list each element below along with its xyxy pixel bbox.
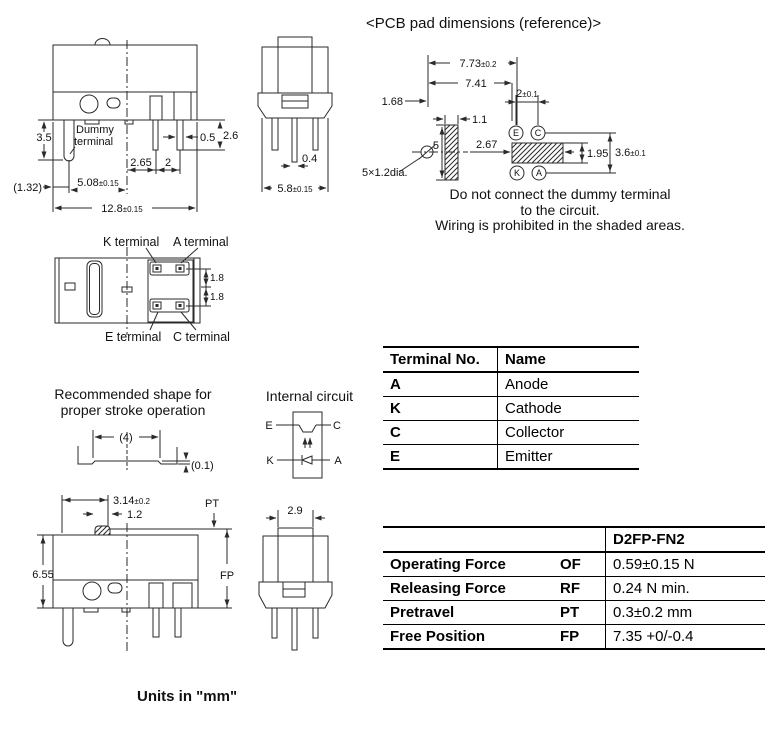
dim-terminal-pitch-1: 1.8 bbox=[210, 273, 224, 284]
spec-label: Pretravel bbox=[383, 601, 553, 625]
stroke-shape-title-line-1: Recommended shape for bbox=[54, 386, 212, 402]
c-terminal-label: C terminal bbox=[173, 330, 230, 344]
pad-letter-C: C bbox=[534, 128, 542, 138]
terminal-table bbox=[383, 346, 639, 470]
dim-center-pin-width: 0.4 bbox=[302, 153, 318, 165]
table-row bbox=[383, 372, 639, 397]
dummy-terminal-label-2: terminal bbox=[74, 136, 114, 148]
plunger bbox=[278, 37, 312, 47]
side-view-outline bbox=[53, 39, 197, 195]
phototransistor-symbol bbox=[299, 425, 316, 432]
dummy-terminal-pad-shaded bbox=[445, 125, 458, 180]
dim-stroke-step: (0.1) bbox=[191, 460, 214, 472]
spec-label: Releasing Force bbox=[383, 577, 553, 601]
dummy-terminal-label-1: Dummy bbox=[76, 124, 114, 136]
terminal-table-header-row bbox=[383, 347, 639, 372]
dim-body-height: 6.55 bbox=[32, 569, 54, 581]
front-view-outline bbox=[258, 37, 332, 162]
table-row bbox=[383, 445, 639, 470]
dim-pcb-hole-pitch: 2±0.1 bbox=[516, 88, 538, 100]
stroke-shape-dimension-lines bbox=[93, 430, 190, 472]
dim-stroke-width: (4) bbox=[119, 432, 133, 444]
terminal-no: A bbox=[383, 372, 498, 397]
body-hole bbox=[83, 582, 101, 600]
dim-pcb-slot-height: 5 bbox=[432, 140, 439, 152]
spec-abbr: OF bbox=[553, 552, 606, 577]
dim-dummy-length: 3.5 bbox=[36, 132, 52, 144]
dim-pin-length: 2.6 bbox=[223, 130, 239, 142]
dim-plunger-width: 1.2 bbox=[127, 509, 143, 521]
terminal-no: E bbox=[383, 445, 498, 470]
dim-pcb-pad-offset: 2.67 bbox=[476, 139, 498, 151]
top-peg bbox=[95, 39, 110, 46]
dim-plunger-offset: 3.14±0.2 bbox=[113, 495, 150, 507]
free-position-label: FP bbox=[219, 570, 235, 582]
circuit-label-c: C bbox=[333, 420, 341, 432]
dim-body-half: 5.08±0.15 bbox=[77, 177, 119, 189]
internal-circuit-outline bbox=[276, 412, 331, 478]
table-row bbox=[383, 421, 639, 445]
terminal-name: Collector bbox=[498, 421, 640, 445]
plunger-dome bbox=[95, 526, 110, 535]
pcb-note-line-2: to the circuit. bbox=[520, 201, 600, 218]
plunger bbox=[278, 528, 313, 536]
spec-value: 0.59±0.15 N bbox=[606, 552, 766, 577]
dummy-terminal-leg bbox=[64, 120, 74, 161]
terminal-no: K bbox=[383, 397, 498, 421]
dim-body-width: 12.8±0.15 bbox=[101, 203, 143, 215]
circuit-label-a: A bbox=[334, 455, 342, 467]
pad-letter-E: E bbox=[512, 128, 520, 138]
pad-letter-A: A bbox=[535, 168, 543, 178]
pcb-note-line-3: Wiring is prohibited in the shaded areas. bbox=[435, 217, 685, 233]
pcb-section-title: <PCB pad dimensions (reference)> bbox=[366, 15, 602, 32]
dim-pcb-inner-width: 7.41 bbox=[465, 78, 487, 90]
dim-pcb-row-pitch: 3.6±0.1 bbox=[615, 147, 646, 159]
stroke-view-outline bbox=[53, 523, 235, 651]
spec-label: Free Position bbox=[383, 625, 553, 650]
internal-circuit-diagram bbox=[255, 406, 370, 491]
side-view-diagram bbox=[2, 32, 247, 232]
table-row bbox=[383, 577, 765, 601]
dim-pcb-outer-width: 7.73±0.2 bbox=[459, 58, 497, 70]
dim-pcb-slot-width: 1.1 bbox=[472, 114, 488, 126]
k-terminal-label: K terminal bbox=[103, 235, 160, 249]
units-note: Units in "mm" bbox=[137, 688, 238, 705]
led-symbol bbox=[302, 456, 312, 464]
dim-edge-offset: (1.32) bbox=[13, 182, 42, 194]
body-hole bbox=[80, 95, 98, 113]
spec-value: 0.3±0.2 mm bbox=[606, 601, 766, 625]
stroke-shape-title bbox=[33, 386, 233, 418]
dummy-terminal-leg bbox=[63, 608, 73, 646]
spec-value: 0.24 N min. bbox=[606, 577, 766, 601]
bottom-view-outline bbox=[55, 247, 200, 335]
pcb-pad-diagram bbox=[360, 45, 765, 205]
stroke-position-diagram bbox=[10, 483, 250, 668]
spec-label: Operating Force bbox=[383, 552, 553, 577]
front-view2-diagram bbox=[245, 498, 365, 663]
table-row bbox=[383, 397, 639, 421]
bottom-view-diagram bbox=[40, 225, 275, 360]
dim-plunger-width2: 2.9 bbox=[287, 505, 303, 517]
spec-header-empty bbox=[553, 527, 606, 552]
pad-letter-K: K bbox=[513, 168, 521, 178]
spec-table-header-row bbox=[383, 527, 765, 552]
spec-header-empty bbox=[383, 527, 553, 552]
spec-model-name: D2FP-FN2 bbox=[606, 527, 766, 552]
stroke-shape-diagram bbox=[40, 424, 255, 482]
dim-pcb-pad-height: 1.95 bbox=[587, 148, 609, 160]
terminal-no: C bbox=[383, 421, 498, 445]
terminal-name: Emitter bbox=[498, 445, 640, 470]
internal-circuit-title: Internal circuit bbox=[265, 388, 354, 404]
front-view-diagram bbox=[250, 32, 365, 212]
pcb-dimension-lines bbox=[399, 55, 616, 180]
center-shaded-area bbox=[512, 143, 563, 163]
spec-abbr: RF bbox=[553, 577, 606, 601]
pcb-note-line-1: Do not connect the dummy terminal bbox=[449, 186, 671, 202]
circuit-label-e: E bbox=[265, 420, 273, 432]
pcb-note bbox=[368, 187, 752, 234]
pin-1 bbox=[153, 120, 158, 150]
dim-pin-width: 0.5 bbox=[200, 132, 216, 144]
stroke-shape-title-line-2: proper stroke operation bbox=[60, 402, 206, 418]
front-view2-outline bbox=[259, 528, 332, 650]
circuit-label-k: K bbox=[266, 455, 274, 467]
table-row bbox=[383, 625, 765, 650]
a-terminal-label: A terminal bbox=[173, 235, 229, 249]
spec-value: 7.35 +0/-0.4 bbox=[606, 625, 766, 650]
terminal-table-header-name: Name bbox=[498, 347, 640, 372]
pretravel-label: PT bbox=[205, 498, 220, 510]
terminal-table-header-no: Terminal No. bbox=[383, 347, 498, 372]
hole-diameter-label: 5×1.2dia. bbox=[362, 167, 408, 179]
terminal-name: Anode bbox=[498, 372, 640, 397]
dim-terminal-pitch-2: 1.8 bbox=[210, 292, 224, 303]
spec-table bbox=[383, 526, 765, 650]
dim-pcb-left-offset: 1.68 bbox=[381, 96, 403, 108]
spec-abbr: PT bbox=[553, 601, 606, 625]
table-row bbox=[383, 552, 765, 577]
dim-pitch-1: 2.65 bbox=[130, 157, 152, 169]
e-terminal-label: E terminal bbox=[105, 330, 162, 344]
table-row bbox=[383, 601, 765, 625]
terminal-name: Cathode bbox=[498, 397, 640, 421]
pin-2 bbox=[177, 120, 183, 150]
dim-front-body-width: 5.8±0.15 bbox=[277, 183, 313, 195]
dim-pitch-2: 2 bbox=[164, 157, 172, 169]
spec-abbr: FP bbox=[553, 625, 606, 650]
